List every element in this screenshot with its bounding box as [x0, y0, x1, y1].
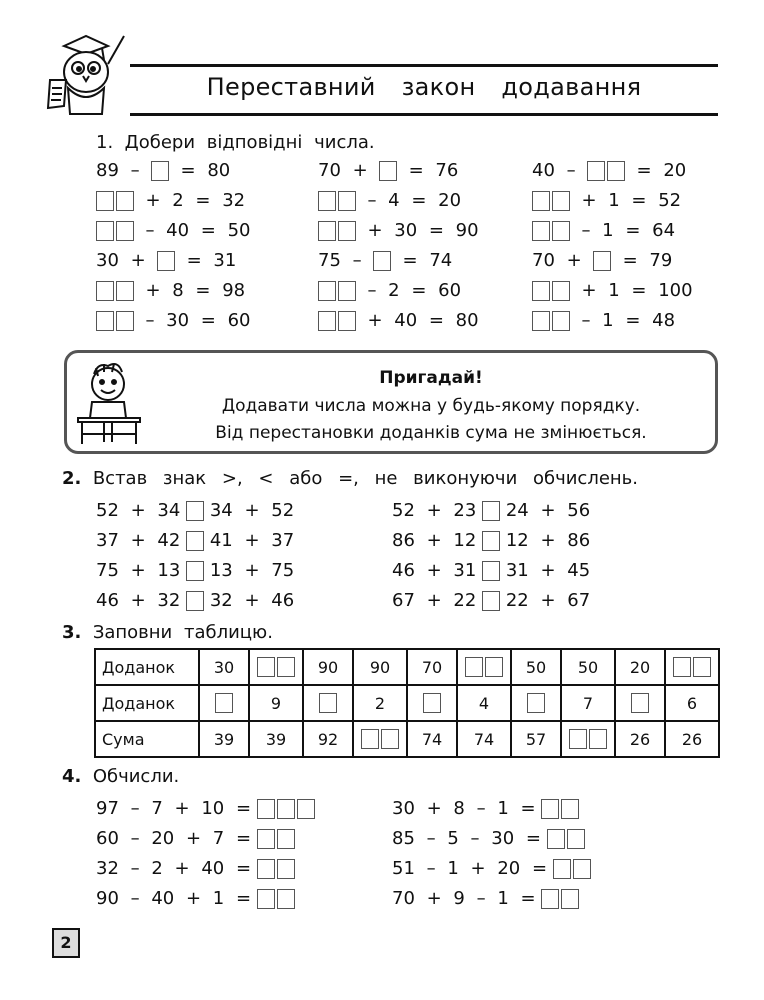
- calculation-expression: 51 – 1 + 20 =: [392, 858, 548, 879]
- answer-box[interactable]: [277, 799, 295, 819]
- answer-box[interactable]: [569, 729, 587, 749]
- equation-row: [96, 158, 230, 184]
- equation-row: [532, 308, 675, 334]
- answer-box-group[interactable]: [465, 657, 503, 677]
- answer-box[interactable]: [573, 859, 591, 879]
- answer-box[interactable]: [482, 531, 500, 551]
- calculation-expression: 60 – 20 + 7 =: [96, 828, 252, 849]
- calculation-row: [392, 796, 579, 822]
- answer-box-group[interactable]: [318, 278, 356, 304]
- comparison-row: [96, 558, 294, 584]
- answer-box[interactable]: [482, 501, 500, 521]
- equation-row: [532, 218, 675, 244]
- comparison-left: 37 + 42: [96, 530, 181, 551]
- comparison-right: 41 + 37: [209, 530, 295, 551]
- equation-left: 70 +: [318, 160, 368, 181]
- comparison-left: 46 + 31: [392, 560, 477, 581]
- answer-box[interactable]: [277, 889, 295, 909]
- comparison-left: 46 + 32: [96, 590, 181, 611]
- answer-box[interactable]: [532, 221, 550, 241]
- answer-box[interactable]: [532, 281, 550, 301]
- answer-box-group[interactable]: [482, 528, 500, 554]
- answer-box[interactable]: [482, 561, 500, 581]
- comparison-right: 31 + 45: [505, 560, 591, 581]
- task1-heading: 1. Добери відповідні числа.: [96, 132, 375, 153]
- answer-box[interactable]: [186, 531, 204, 551]
- answer-box-group[interactable]: [96, 218, 134, 244]
- calculation-row: [96, 856, 295, 882]
- answer-box[interactable]: [527, 693, 545, 713]
- table-cell[interactable]: [561, 721, 615, 757]
- answer-box[interactable]: [318, 281, 336, 301]
- table-cell: 57: [511, 721, 561, 757]
- answer-box[interactable]: [338, 221, 356, 241]
- equation-right: – 40 = 50: [145, 220, 251, 241]
- table-cell[interactable]: [511, 685, 561, 721]
- answer-box[interactable]: [561, 889, 579, 909]
- answer-box-group[interactable]: [673, 657, 711, 677]
- answer-box-group[interactable]: [527, 693, 545, 713]
- answer-box-group[interactable]: [547, 826, 585, 852]
- comparison-left: 52 + 23: [392, 500, 477, 521]
- equation-right: – 1 = 64: [581, 220, 676, 241]
- comparison-right: 34 + 52: [209, 500, 295, 521]
- answer-box-group[interactable]: [593, 248, 611, 274]
- equation-left: 70 +: [532, 250, 582, 271]
- equation-left: 40 –: [532, 160, 576, 181]
- equation-row: [318, 188, 461, 214]
- table-cell: 50: [561, 649, 615, 685]
- equation-right: – 1 = 48: [581, 310, 676, 331]
- equation-right: = 20: [636, 160, 687, 181]
- answer-box-group[interactable]: [319, 693, 337, 713]
- equation-right: = 76: [408, 160, 459, 181]
- equation-right: – 2 = 60: [367, 280, 462, 301]
- remember-line-1: Додавати числа можна у будь-якому порядку.: [221, 396, 641, 416]
- answer-box-group[interactable]: [257, 886, 295, 912]
- answer-box[interactable]: [465, 657, 483, 677]
- answer-box[interactable]: [338, 311, 356, 331]
- answer-box-group[interactable]: [318, 308, 356, 334]
- equation-right: + 2 = 32: [145, 190, 246, 211]
- table-cell: 20: [615, 649, 665, 685]
- answer-box[interactable]: [607, 161, 625, 181]
- calculation-expression: 90 – 40 + 1 =: [96, 888, 252, 909]
- equation-row: [318, 308, 479, 334]
- table-cell: 90: [303, 649, 353, 685]
- answer-box[interactable]: [297, 799, 315, 819]
- answer-box-group[interactable]: [532, 308, 570, 334]
- equation-right: – 30 = 60: [145, 310, 251, 331]
- answer-box-group[interactable]: [151, 158, 169, 184]
- answer-box-group[interactable]: [257, 657, 295, 677]
- answer-box[interactable]: [186, 591, 204, 611]
- answer-box-group[interactable]: [257, 826, 295, 852]
- equation-right: – 4 = 20: [367, 190, 462, 211]
- comparison-right: 24 + 56: [505, 500, 591, 521]
- answer-box[interactable]: [318, 311, 336, 331]
- answer-box[interactable]: [552, 281, 570, 301]
- comparison-row: [392, 528, 590, 554]
- equation-row: [318, 218, 479, 244]
- answer-box[interactable]: [318, 191, 336, 211]
- answer-box[interactable]: [423, 693, 441, 713]
- answer-box[interactable]: [277, 829, 295, 849]
- task2-heading: 2. Встав знак >, < або =, не виконуючи обчислень.: [62, 468, 639, 489]
- calculation-expression: 85 – 5 – 30 =: [392, 828, 541, 849]
- answer-box-group[interactable]: [186, 498, 204, 524]
- equation-right: = 31: [186, 250, 237, 271]
- table-row: [95, 685, 719, 721]
- answer-box[interactable]: [116, 221, 134, 241]
- calculation-row: [96, 826, 295, 852]
- answer-box[interactable]: [567, 829, 585, 849]
- calculation-row: [392, 826, 585, 852]
- comparison-left: 52 + 34: [96, 500, 181, 521]
- table-cell[interactable]: [353, 721, 407, 757]
- comparison-right: 13 + 75: [209, 560, 295, 581]
- answer-box-group[interactable]: [318, 188, 356, 214]
- answer-box[interactable]: [589, 729, 607, 749]
- answer-box[interactable]: [318, 221, 336, 241]
- answer-box[interactable]: [319, 693, 337, 713]
- answer-box[interactable]: [373, 251, 391, 271]
- answer-box-group[interactable]: [186, 528, 204, 554]
- table-cell[interactable]: [665, 649, 719, 685]
- answer-box-group[interactable]: [482, 498, 500, 524]
- answer-box[interactable]: [532, 191, 550, 211]
- table-cell: 2: [353, 685, 407, 721]
- table-cell[interactable]: [615, 685, 665, 721]
- calculation-row: [392, 886, 579, 912]
- table-cell: 74: [407, 721, 457, 757]
- comparison-row: [96, 498, 294, 524]
- table-cell: 26: [615, 721, 665, 757]
- answer-box-group[interactable]: [532, 218, 570, 244]
- table-cell: 39: [249, 721, 303, 757]
- comparison-left: 67 + 22: [392, 590, 477, 611]
- task3-heading: 3. Заповни таблицю.: [62, 622, 273, 643]
- answer-box[interactable]: [552, 311, 570, 331]
- table-cell: 30: [199, 649, 249, 685]
- answer-box[interactable]: [587, 161, 605, 181]
- page-title: Переставний закон додавання: [206, 73, 642, 101]
- task4-heading: 4. Обчисли.: [62, 766, 180, 787]
- equation-row: [96, 188, 245, 214]
- comparison-left: 75 + 13: [96, 560, 181, 581]
- equation-right: + 8 = 98: [145, 280, 246, 301]
- table-cell: 70: [407, 649, 457, 685]
- answer-box-group[interactable]: [257, 856, 295, 882]
- calculation-row: [96, 886, 295, 912]
- answer-box-group[interactable]: [541, 796, 579, 822]
- comparison-right: 32 + 46: [209, 590, 295, 611]
- equation-right: + 1 = 52: [581, 190, 682, 211]
- table-cell[interactable]: [249, 649, 303, 685]
- answer-box-group[interactable]: [215, 693, 233, 713]
- answer-box-group[interactable]: [569, 729, 607, 749]
- calculation-row: [392, 856, 591, 882]
- answer-box-group[interactable]: [482, 588, 500, 614]
- answer-box[interactable]: [338, 191, 356, 211]
- equation-row: [532, 158, 686, 184]
- answer-box-group[interactable]: [532, 188, 570, 214]
- calculation-expression: 70 + 9 – 1 =: [392, 888, 536, 909]
- comparison-left: 86 + 12: [392, 530, 477, 551]
- equation-row: [532, 188, 681, 214]
- equation-right: + 40 = 80: [367, 310, 479, 331]
- comparison-row: [392, 498, 590, 524]
- answer-box[interactable]: [631, 693, 649, 713]
- page-number: 2: [52, 928, 80, 958]
- answer-box[interactable]: [257, 799, 275, 819]
- answer-box-group[interactable]: [96, 188, 134, 214]
- equation-row: [532, 278, 693, 304]
- answer-box[interactable]: [96, 311, 114, 331]
- answer-box[interactable]: [257, 657, 275, 677]
- answer-box-group[interactable]: [482, 558, 500, 584]
- answer-box-group[interactable]: [553, 856, 591, 882]
- row-label: Доданок: [95, 649, 199, 685]
- equation-row: [318, 158, 458, 184]
- answer-box-group[interactable]: [96, 308, 134, 334]
- answer-box[interactable]: [186, 501, 204, 521]
- equation-row: [318, 248, 452, 274]
- answer-box[interactable]: [116, 191, 134, 211]
- table-cell: 7: [561, 685, 615, 721]
- row-label: Сума: [95, 721, 199, 757]
- equation-left: 89 –: [96, 160, 140, 181]
- calculation-expression: 32 – 2 + 40 =: [96, 858, 252, 879]
- table-cell: 90: [353, 649, 407, 685]
- answer-box[interactable]: [186, 561, 204, 581]
- answer-box-group[interactable]: [96, 278, 134, 304]
- equation-right: = 79: [622, 250, 673, 271]
- answer-box[interactable]: [257, 859, 275, 879]
- answer-box[interactable]: [561, 799, 579, 819]
- comparison-right: 22 + 67: [505, 590, 591, 611]
- comparison-row: [392, 588, 590, 614]
- comparison-row: [96, 528, 294, 554]
- table-cell: 74: [457, 721, 511, 757]
- answer-box[interactable]: [541, 889, 559, 909]
- equation-row: [318, 278, 461, 304]
- answer-box-group[interactable]: [361, 729, 399, 749]
- equation-row: [96, 218, 251, 244]
- calculation-expression: 97 – 7 + 10 =: [96, 798, 252, 819]
- answer-box-group[interactable]: [379, 158, 397, 184]
- answer-box[interactable]: [693, 657, 711, 677]
- answer-box-group[interactable]: [532, 278, 570, 304]
- answer-box[interactable]: [116, 281, 134, 301]
- answer-box-group[interactable]: [631, 693, 649, 713]
- answer-box-group[interactable]: [186, 558, 204, 584]
- answer-box[interactable]: [116, 311, 134, 331]
- equation-row: [532, 248, 672, 274]
- table-cell: 39: [199, 721, 249, 757]
- answer-box[interactable]: [257, 889, 275, 909]
- answer-box[interactable]: [361, 729, 379, 749]
- comparison-right: 12 + 86: [505, 530, 591, 551]
- equation-row: [96, 248, 236, 274]
- answer-box[interactable]: [215, 693, 233, 713]
- remember-line-2: Від перестановки доданків сума не змінюється.: [215, 423, 647, 443]
- answer-box-group[interactable]: [186, 588, 204, 614]
- table-row: [95, 721, 719, 757]
- equation-left: 75 –: [318, 250, 362, 271]
- answer-box-group[interactable]: [257, 796, 315, 822]
- table-cell[interactable]: [407, 685, 457, 721]
- row-label: Доданок: [95, 685, 199, 721]
- table-cell[interactable]: [457, 649, 511, 685]
- answer-box[interactable]: [277, 859, 295, 879]
- remember-heading: Пригадай!: [379, 368, 483, 388]
- answer-box[interactable]: [482, 591, 500, 611]
- answer-box-group[interactable]: [541, 886, 579, 912]
- answer-box[interactable]: [553, 859, 571, 879]
- comparison-row: [96, 588, 294, 614]
- answer-box[interactable]: [379, 161, 397, 181]
- calculation-expression: 30 + 8 – 1 =: [392, 798, 536, 819]
- table-cell[interactable]: [199, 685, 249, 721]
- equation-right: + 1 = 100: [581, 280, 693, 301]
- answer-box[interactable]: [593, 251, 611, 271]
- answer-box[interactable]: [381, 729, 399, 749]
- answer-box-group[interactable]: [157, 248, 175, 274]
- table-cell: 4: [457, 685, 511, 721]
- answer-box[interactable]: [552, 221, 570, 241]
- calculation-row: [96, 796, 315, 822]
- answer-box-group[interactable]: [318, 218, 356, 244]
- equation-right: = 80: [180, 160, 231, 181]
- table-cell: 92: [303, 721, 353, 757]
- equation-right: = 74: [402, 250, 453, 271]
- answer-box[interactable]: [277, 657, 295, 677]
- table-cell[interactable]: [303, 685, 353, 721]
- equation-row: [96, 308, 251, 334]
- answer-box-group[interactable]: [587, 158, 625, 184]
- equation-right: + 30 = 90: [367, 220, 479, 241]
- equation-row: [96, 278, 245, 304]
- answer-box[interactable]: [338, 281, 356, 301]
- addition-table: [94, 648, 720, 758]
- table-cell: 9: [249, 685, 303, 721]
- table-cell: 26: [665, 721, 719, 757]
- comparison-row: [392, 558, 590, 584]
- answer-box[interactable]: [547, 829, 565, 849]
- equation-left: 30 +: [96, 250, 146, 271]
- answer-box[interactable]: [151, 161, 169, 181]
- answer-box[interactable]: [96, 221, 114, 241]
- answer-box[interactable]: [157, 251, 175, 271]
- table-cell: 6: [665, 685, 719, 721]
- answer-box[interactable]: [485, 657, 503, 677]
- answer-box-group[interactable]: [373, 248, 391, 274]
- answer-box[interactable]: [552, 191, 570, 211]
- answer-box[interactable]: [532, 311, 550, 331]
- answer-box[interactable]: [673, 657, 691, 677]
- table-cell: 50: [511, 649, 561, 685]
- owl-scholar-icon: [42, 28, 132, 120]
- answer-box-group[interactable]: [423, 693, 441, 713]
- answer-box[interactable]: [96, 281, 114, 301]
- answer-box[interactable]: [96, 191, 114, 211]
- answer-box[interactable]: [257, 829, 275, 849]
- table-row: [95, 649, 719, 685]
- answer-box[interactable]: [541, 799, 559, 819]
